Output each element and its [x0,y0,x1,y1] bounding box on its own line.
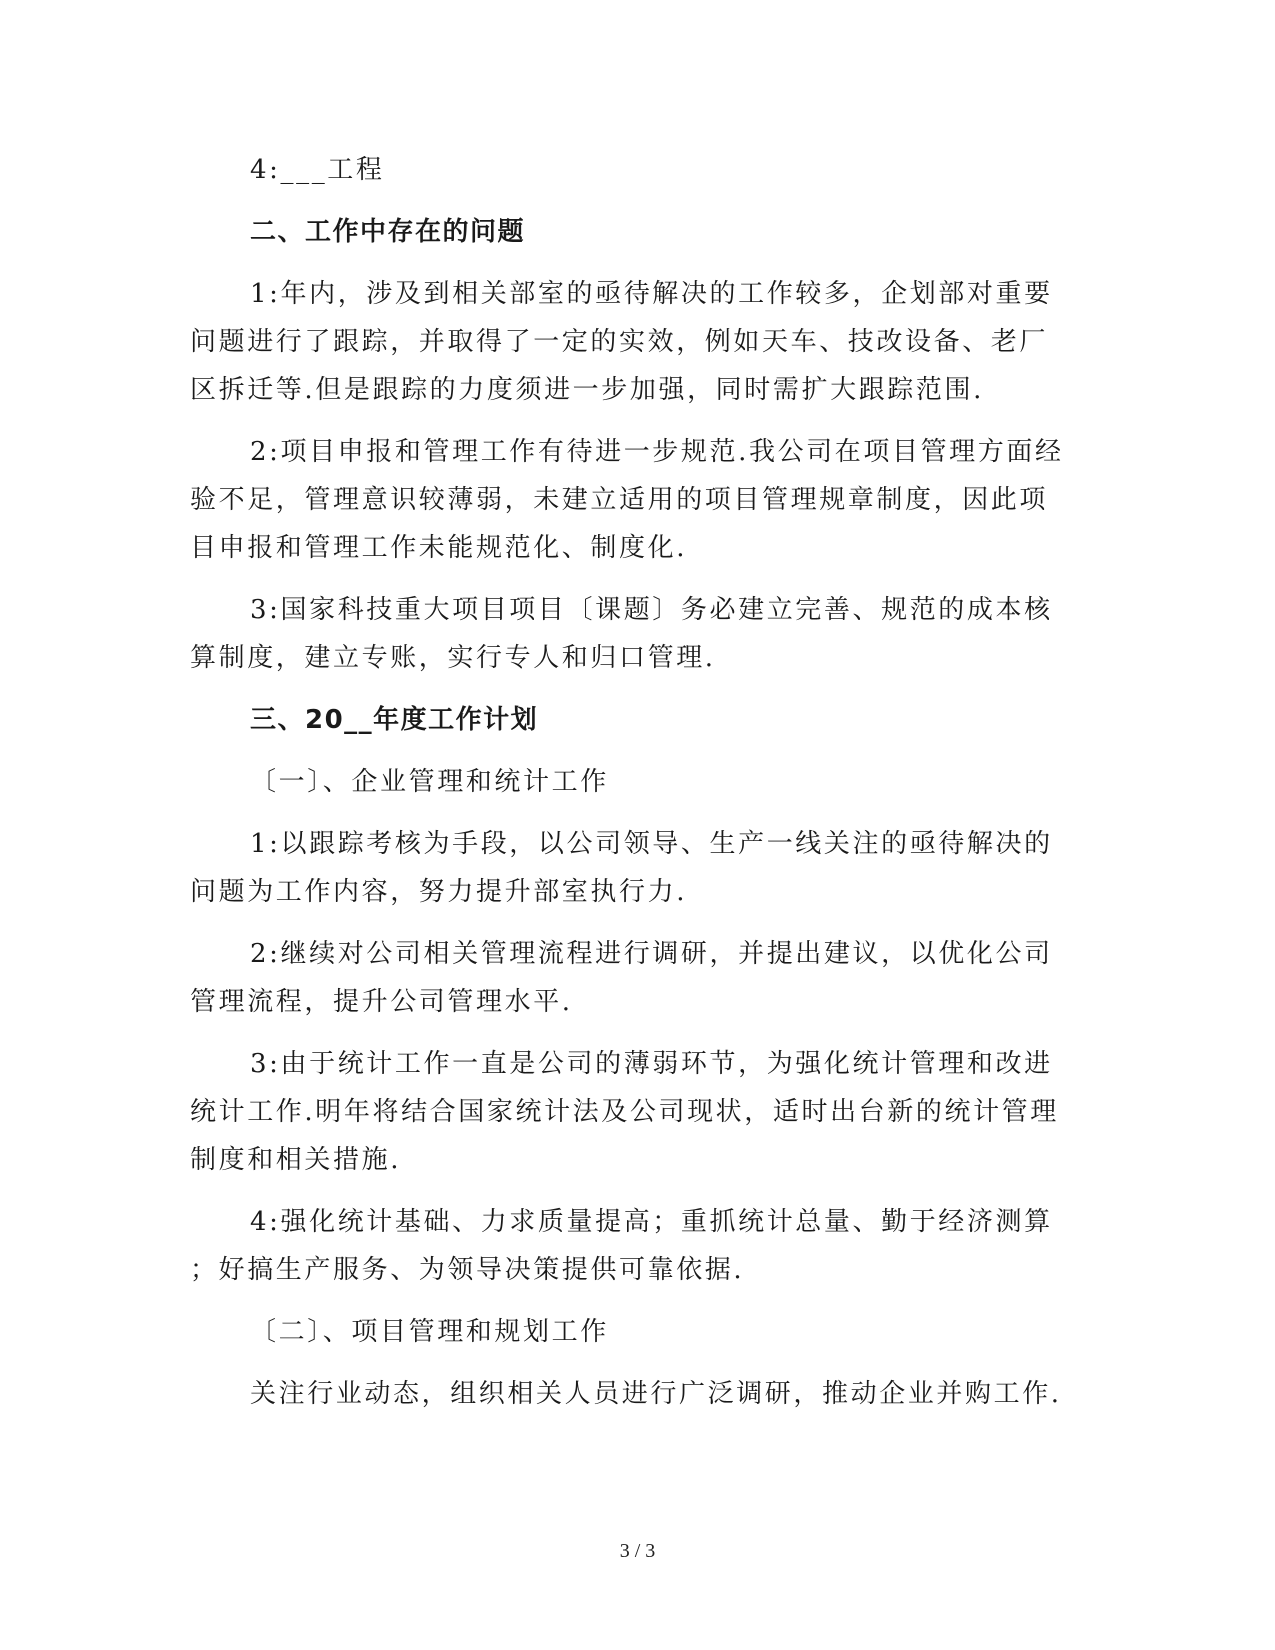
section-3-subheading-2 [190,1308,1080,1356]
paragraph-line: 管理流程，提升公司管理水平. [190,987,573,1017]
paragraph-line: 1:年内，涉及到相关部室的亟待解决的工作较多，企划部对重要 [250,279,1053,309]
section-2-heading: 二、工作中存在的问题 [250,217,526,247]
item-4 [190,146,1080,194]
paragraph-line: 1:以跟踪考核为手段，以公司领导、生产一线关注的亟待解决的 [250,829,1053,859]
paragraph-line: 4:强化统计基础、力求质量提高；重抓统计总量、勤于经济测算 [250,1207,1053,1237]
paragraph-line: 统计工作.明年将结合国家统计法及公司现状，适时出台新的统计管理 [190,1097,1059,1127]
paragraph-line: 区拆迁等.但是跟踪的力度须进一步加强，同时需扩大跟踪范围. [190,375,984,405]
document-body [190,146,1080,1432]
section-3-heading: 三、20__年度工作计划 [250,705,539,735]
subheading-line: 〔一〕、企业管理和统计工作 [250,767,609,797]
paragraph-line: 问题为工作内容，努力提升部室执行力. [190,877,688,907]
paragraph-line: 2:继续对公司相关管理流程进行调研，并提出建议，以优化公司 [250,939,1053,969]
section-3-paragraph-2 [190,930,1080,1026]
paragraph-line: 2:项目申报和管理工作有待进一步规范.我公司在项目管理方面经 [250,437,1064,467]
section-3-paragraph-1 [190,820,1080,916]
paragraph-line: 验不足，管理意识较薄弱，未建立适用的项目管理规章制度，因此项 [190,485,1049,515]
section-2-paragraph-1 [190,270,1080,414]
paragraph-line: 关注行业动态，组织相关人员进行广泛调研，推动企业并购工作. [250,1379,1062,1409]
paragraph-line: 算制度，建立专账，实行专人和归口管理. [190,643,716,673]
page-number: 3 / 3 [619,1540,656,1562]
section-2-paragraph-2 [190,428,1080,572]
subheading-line: 〔二〕、项目管理和规划工作 [250,1317,609,1347]
paragraph-line: ；好搞生产服务、为领导决策提供可靠依据. [190,1255,745,1285]
section-3-subheading-1 [190,758,1080,806]
section-3-paragraph-4 [190,1198,1080,1294]
paragraph-line: 3:由于统计工作一直是公司的薄弱环节，为强化统计管理和改进 [250,1049,1053,1079]
section-2-paragraph-3 [190,586,1080,682]
item-4-line: 4:___工程 [250,155,385,185]
paragraph-line: 制度和相关措施. [190,1145,402,1175]
paragraph-line: 目申报和管理工作未能规范化、制度化. [190,533,688,563]
paragraph-line: 3:国家科技重大项目项目〔课题〕务必建立完善、规范的成本核 [250,595,1053,625]
section-3-paragraph-3 [190,1040,1080,1184]
paragraph-line: 问题进行了跟踪，并取得了一定的实效，例如天车、技改设备、老厂 [190,327,1049,357]
section-3-paragraph-5 [190,1370,1080,1418]
